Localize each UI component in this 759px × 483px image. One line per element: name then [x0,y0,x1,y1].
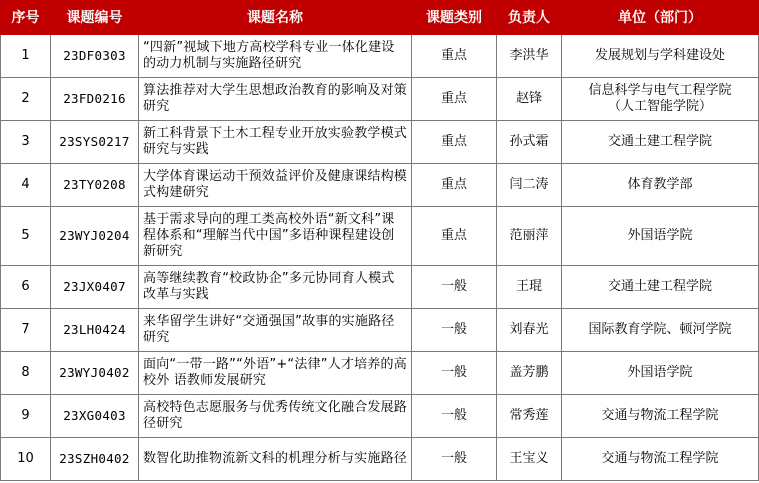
cell-code: 23SYS0217 [51,121,139,164]
cell-category: 一般 [412,266,497,309]
table-row [1,164,759,207]
cell-code: 23WYJ0204 [51,207,139,266]
header-category: 课题类别 [412,1,497,35]
cell-title: 基于需求导向的理工类高校外语“新文科”课程体系和“理解当代中国”多语种课程建设创新研究 [139,207,412,266]
table-row [1,438,759,481]
cell-no: 1 [1,35,51,78]
cell-leader: 王琨 [497,266,562,309]
cell-unit [562,121,759,164]
cell-title: 高校特色志愿服务与优秀传统文化融合发展路径研究 [139,395,412,438]
cell-unit [562,352,759,395]
cell-category: 重点 [412,35,497,78]
cell-leader: 闫二涛 [497,164,562,207]
table-row [1,395,759,438]
cell-title: 来华留学生讲好“交通强国”故事的实施路径研究 [139,309,412,352]
cell-title: “四新”视域下地方高校学科专业一体化建设的动力机制与实施路径研究 [139,35,412,78]
cell-no: 2 [1,78,51,121]
cell-no: 8 [1,352,51,395]
cell-unit [562,266,759,309]
cell-leader: 李洪华 [497,35,562,78]
cell-leader: 刘春光 [497,309,562,352]
table-row [1,207,759,266]
header-leader: 负责人 [497,1,562,35]
cell-leader: 王宝义 [497,438,562,481]
unit-name: 信息科学与电气工程学院 [588,83,732,98]
cell-category: 一般 [412,395,497,438]
cell-code: 23FD0216 [51,78,139,121]
cell-category: 重点 [412,78,497,121]
cell-unit [562,309,759,352]
cell-no: 4 [1,164,51,207]
cell-unit [562,395,759,438]
cell-code: 23TY0208 [51,164,139,207]
cell-title: 算法推荐对大学生思想政治教育的影响及对策研究 [139,78,412,121]
unit-subname: （人工智能学院） [607,99,712,114]
header-unit: 单位（部门） [562,1,759,35]
table-row [1,78,759,121]
unit-name: 发展规划与学科建设处 [594,48,725,63]
cell-category: 一般 [412,352,497,395]
cell-code: 23JX0407 [51,266,139,309]
cell-leader: 常秀莲 [497,395,562,438]
cell-no: 9 [1,395,51,438]
cell-title: 新工科背景下土木工程专业开放实验教学模式研究与实践 [139,121,412,164]
unit-name: 交通与物流工程学院 [601,451,719,466]
header-no: 序号 [1,1,51,35]
cell-unit [562,35,759,78]
cell-unit [562,207,759,266]
cell-title: 大学体育课运动干预效益评价及健康课结构模式构建研究 [139,164,412,207]
cell-unit [562,78,759,121]
cell-no: 7 [1,309,51,352]
cell-code: 23LH0424 [51,309,139,352]
unit-name: 外国语学院 [627,365,693,380]
cell-category: 一般 [412,309,497,352]
cell-no: 6 [1,266,51,309]
table-row [1,352,759,395]
cell-category: 重点 [412,207,497,266]
cell-title: 数智化助推物流新文科的机理分析与实施路径 [139,438,412,481]
cell-leader: 孙式霜 [497,121,562,164]
cell-unit [562,438,759,481]
table-row [1,121,759,164]
cell-title: 面向“一带一路”“外语”+“法律”人才培养的高校外 语教师发展研究 [139,352,412,395]
table-row [1,309,759,352]
cell-code: 23SZH0402 [51,438,139,481]
cell-leader: 盖芳鹏 [497,352,562,395]
header-code: 课题编号 [51,1,139,35]
table-header-row [1,1,759,35]
cell-category: 重点 [412,164,497,207]
unit-name: 交通土建工程学院 [607,134,712,149]
cell-leader: 范丽萍 [497,207,562,266]
cell-leader: 赵锋 [497,78,562,121]
cell-unit [562,164,759,207]
cell-code: 23XG0403 [51,395,139,438]
table-row [1,35,759,78]
cell-no: 10 [1,438,51,481]
unit-name: 国际教育学院、顿河学院 [588,322,732,337]
cell-no: 3 [1,121,51,164]
cell-category: 一般 [412,438,497,481]
header-title: 课题名称 [139,1,412,35]
unit-name: 交通与物流工程学院 [601,408,719,423]
cell-title: 高等继续教育“校政协企”多元协同育人模式改革与实践 [139,266,412,309]
unit-name: 外国语学院 [627,228,693,243]
unit-name: 体育教学部 [627,177,693,192]
unit-name: 交通土建工程学院 [607,279,712,294]
cell-no: 5 [1,207,51,266]
cell-category: 重点 [412,121,497,164]
cell-code: 23WYJ0402 [51,352,139,395]
table-row [1,266,759,309]
cell-code: 23DF0303 [51,35,139,78]
